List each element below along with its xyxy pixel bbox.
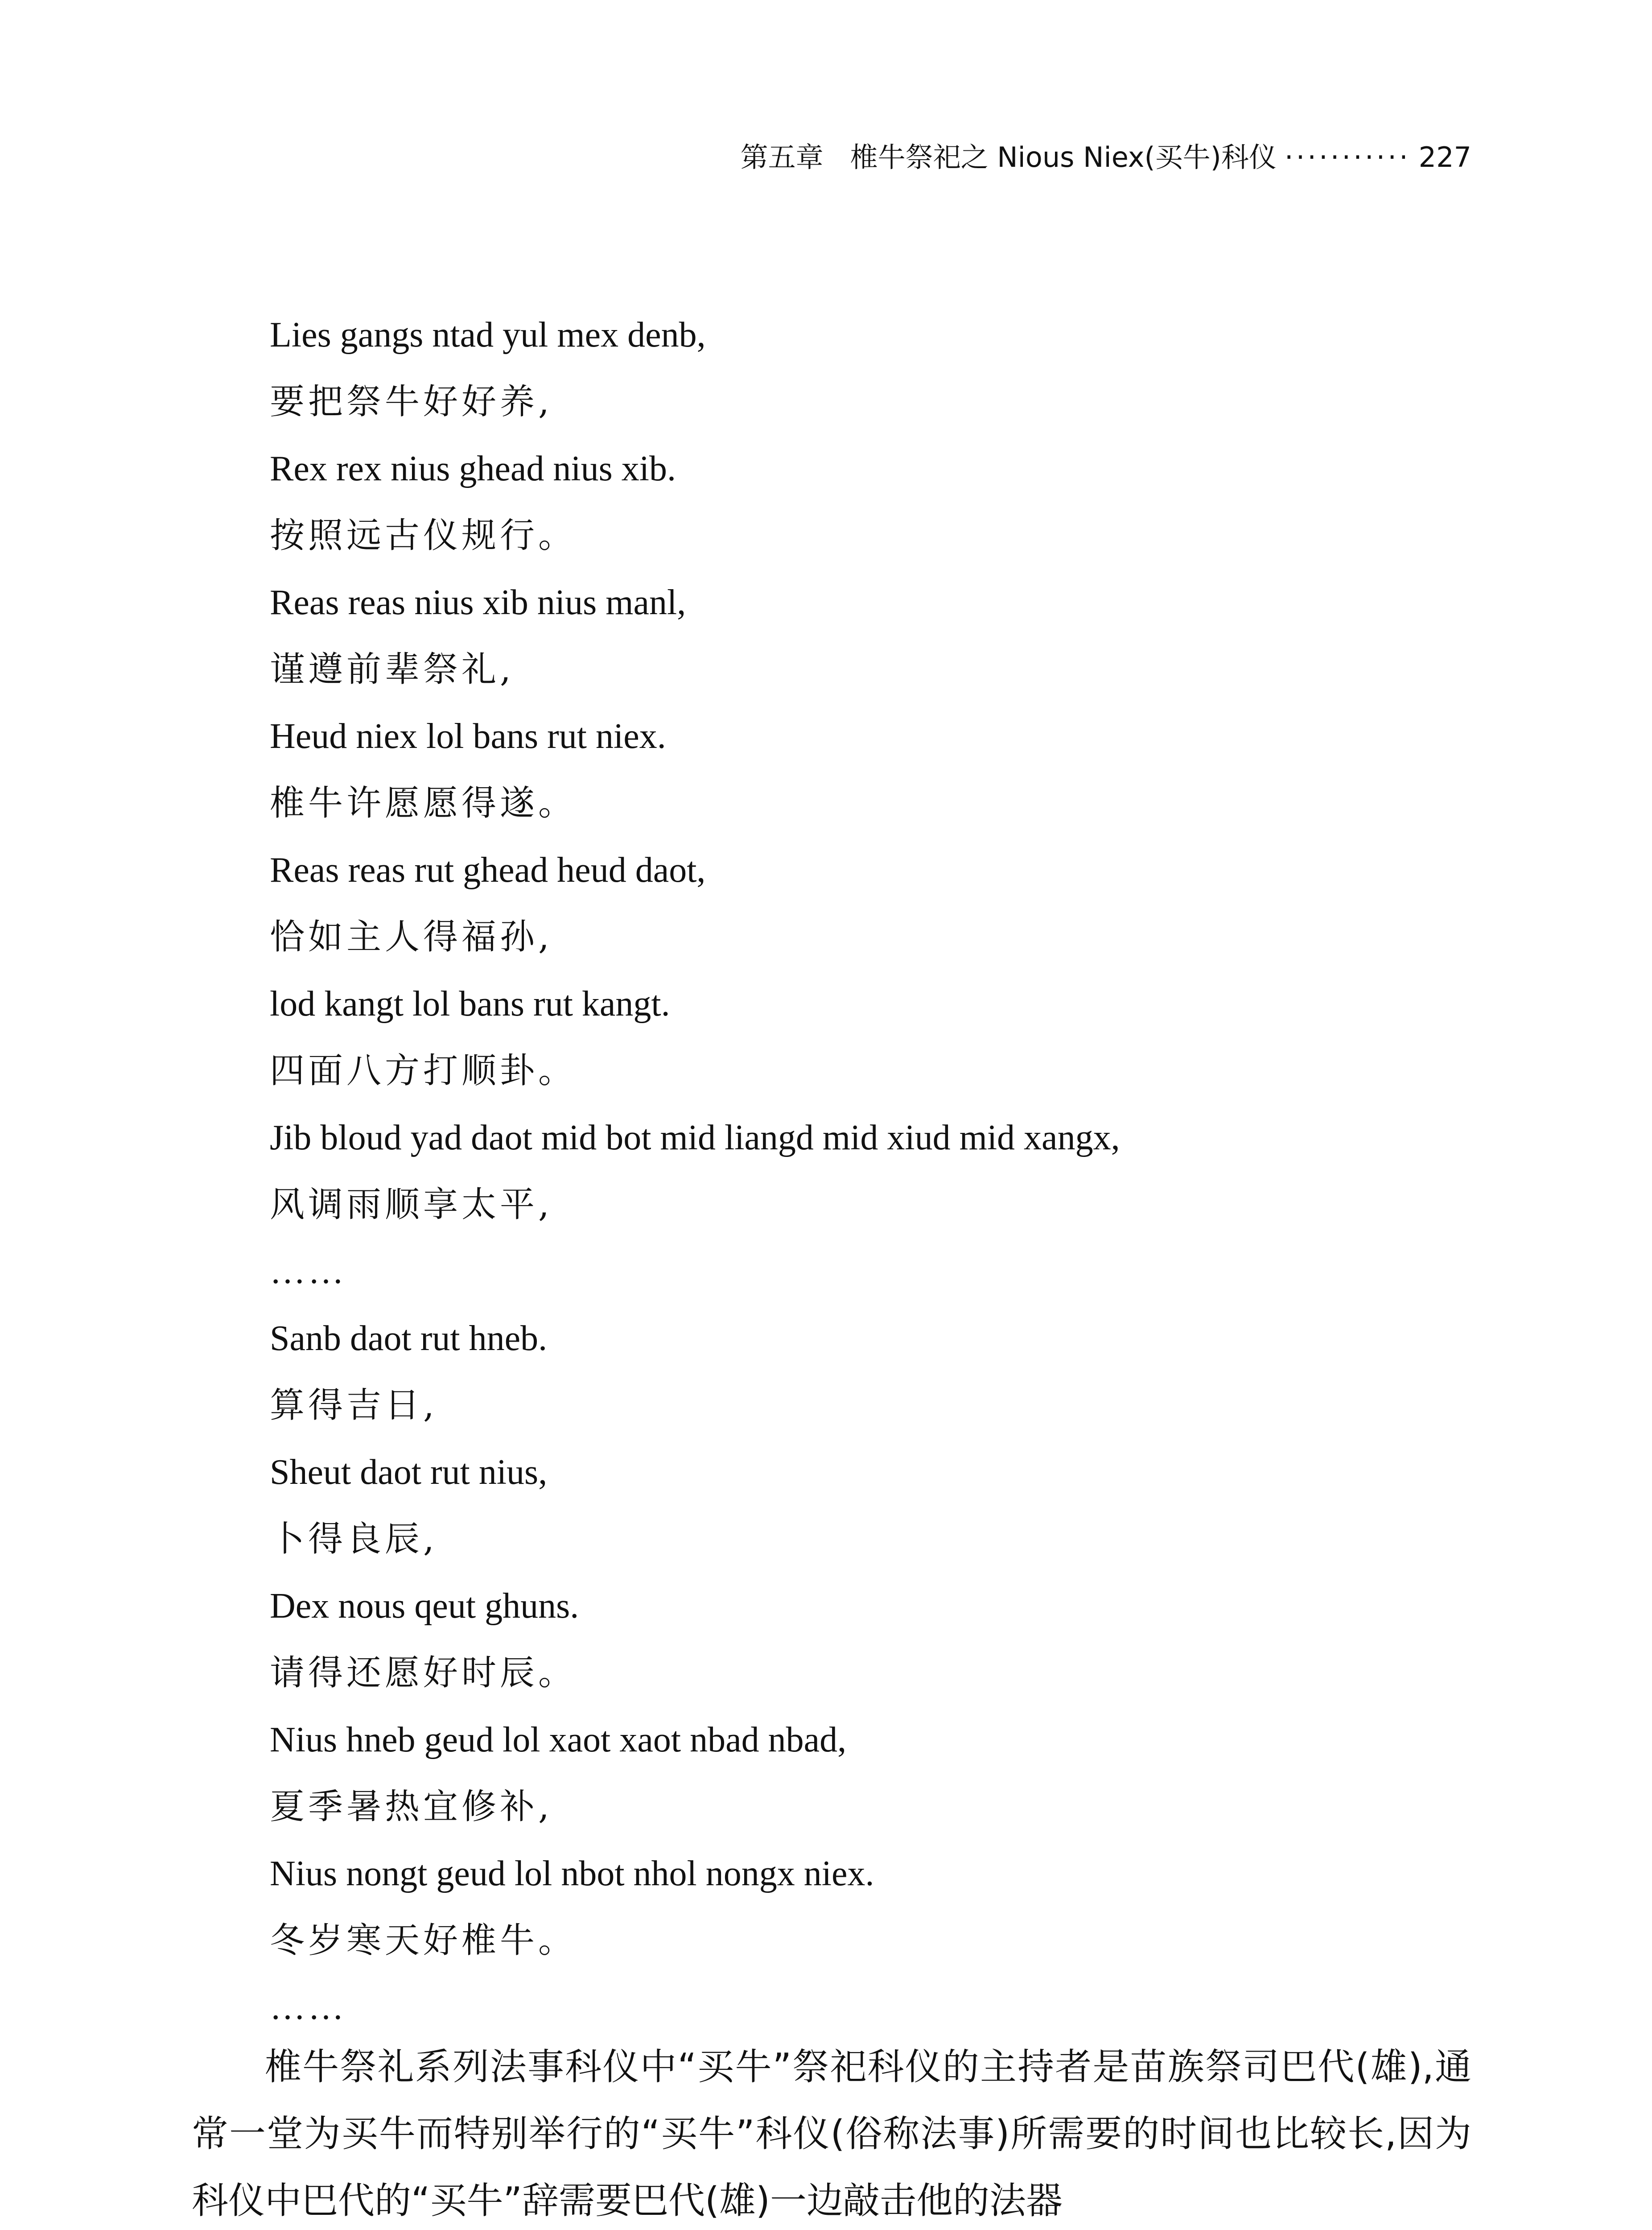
verse-line: Dex nous qeut ghuns. — [270, 1586, 579, 1626]
verse-line: Heud niex lol bans rut niex. — [270, 717, 666, 756]
leader-dots: ··········· — [1284, 141, 1411, 173]
verse-line: Sheut daot rut nius, — [270, 1453, 548, 1492]
verse-line: Nius hneb geud lol xaot xaot nbad nbad, — [270, 1720, 847, 1759]
verse-line: 四面八方打顺卦。 — [270, 1051, 577, 1091]
body-paragraph: 椎牛祭礼系列法事科仪中“买牛”祭祀科仪的主持者是苗族祭司巴代(雄),通常一堂为买牛而特别举行的“买牛”科仪(俗称法事)所需要的时间也比较长,因为科仪中巴代的“买牛”辞需要巴代(雄)一边敲击他的法器 — [192, 2046, 1471, 2222]
verse-line: Sanb daot rut hneb. — [270, 1319, 548, 1358]
running-header — [740, 141, 1471, 173]
page-number: 227 — [1418, 141, 1471, 173]
verse-line: 风调雨顺享太平, — [270, 1185, 553, 1225]
verse-block — [270, 301, 1474, 2041]
verse-line: Reas reas rut ghead heud daot, — [270, 851, 706, 890]
verse-line: lod kangt lol bans rut kangt. — [270, 984, 670, 1024]
verse-line: 卜得良辰, — [270, 1519, 438, 1559]
verse-line: 要把祭牛好好养, — [270, 382, 553, 422]
verse-line: 冬岁寒天好椎牛。 — [270, 1920, 577, 1961]
verse-line: 椎牛许愿愿得遂。 — [270, 783, 577, 823]
verse-line: Reas reas nius xib nius manl, — [270, 583, 686, 622]
verse-line: Jib bloud yad daot mid bot mid liangd mid xiud mid xangx, — [270, 1118, 1120, 1157]
verse-line: 夏季暑热宜修补, — [270, 1787, 553, 1827]
verse-line: Nius nongt geud lol nbot nhol nongx niex. — [270, 1854, 874, 1893]
verse-line: Lies gangs ntad yul mex denb, — [270, 315, 706, 355]
ellipsis-line: …… — [270, 1988, 346, 2027]
verse-line: Rex rex nius ghead nius xib. — [270, 449, 676, 488]
verse-line: 算得吉日, — [270, 1385, 438, 1425]
chapter-title: 椎牛祭祀之 Nious Niex(买牛)科仪 — [850, 141, 1277, 173]
chapter-label: 第五章 — [740, 141, 824, 173]
verse-line: 谨遵前辈祭礼, — [270, 649, 515, 690]
verse-line: 恰如主人得福孙, — [270, 917, 553, 957]
verse-line: 请得还愿好时辰。 — [270, 1653, 577, 1693]
ellipsis-line: …… — [270, 1252, 346, 1291]
verse-line: 按照远古仪规行。 — [270, 516, 577, 556]
